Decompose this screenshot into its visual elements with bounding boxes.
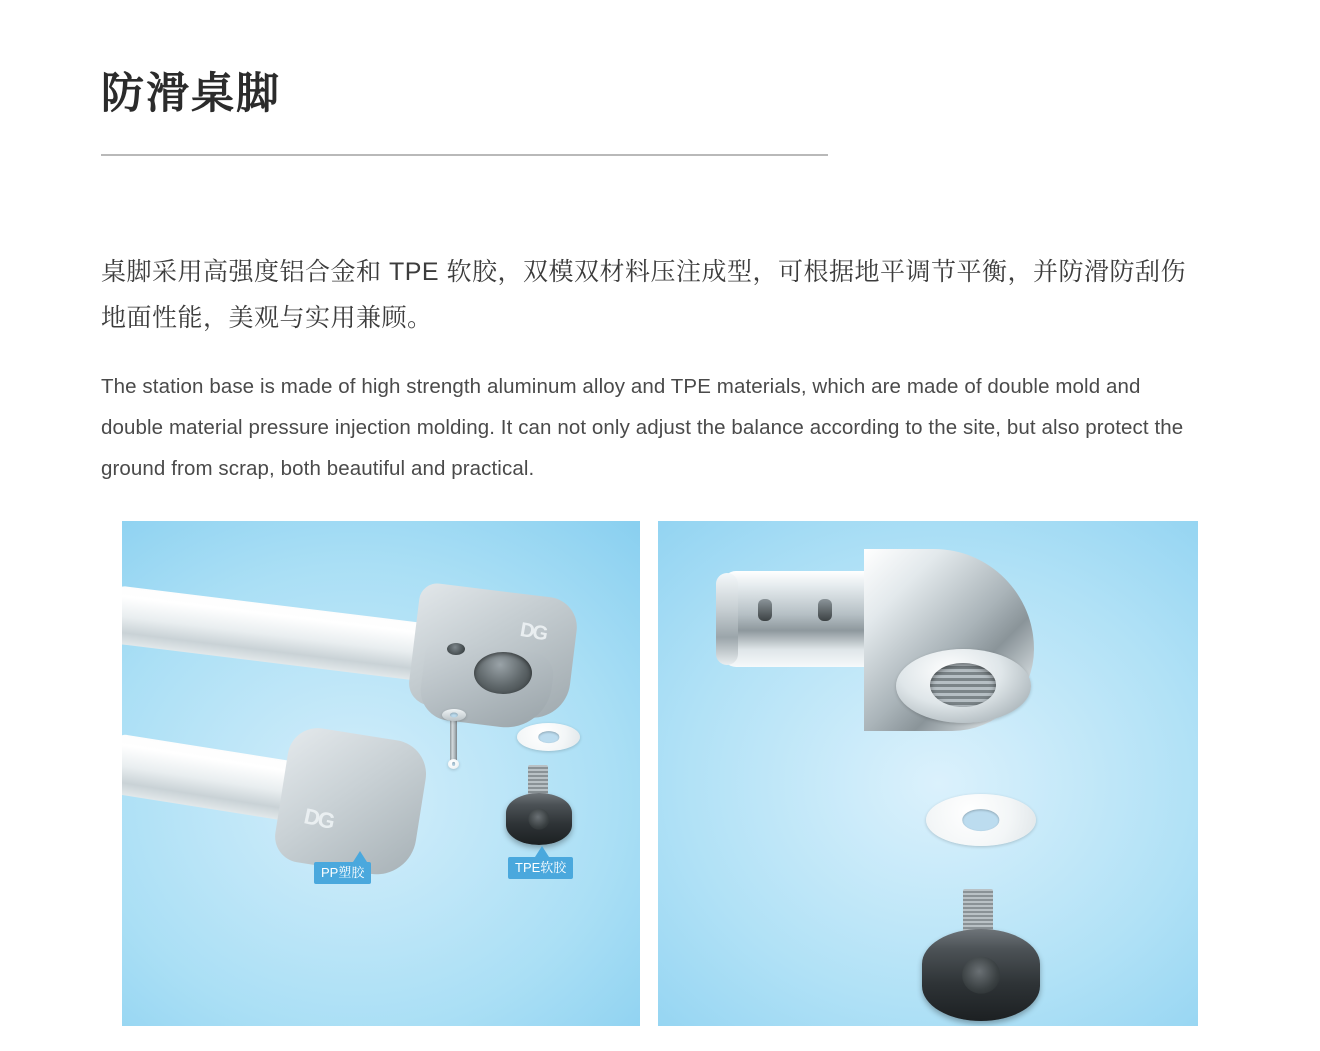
elbow-threaded-bore	[930, 663, 996, 707]
upper-tube	[122, 585, 443, 683]
figure-left-panel	[122, 521, 640, 1026]
elbow-bolt-hole-1	[758, 599, 772, 621]
callout-tpe-rubber: TPE软胶	[508, 857, 573, 879]
figure-right-panel	[658, 521, 1198, 1026]
page-title: 防滑桌脚	[101, 69, 281, 118]
upper-screw-tip	[448, 759, 459, 769]
elbow-bolt-hole-2	[818, 599, 832, 621]
upper-screw-shaft	[450, 719, 457, 763]
figure-divider	[640, 521, 658, 1026]
callout-arrow-pp	[353, 851, 367, 862]
description-english: The station base is made of high strength aluminum alloy and TPE materials, which are made of double mold and double material pressure injection molding. It can not only adjust the balance according to the site, but also protect the ground from scrap, both beautiful and practical.	[101, 374, 1184, 480]
lower-foot-housing	[271, 724, 431, 880]
title-divider	[101, 154, 828, 156]
logo-icon-upper: DG	[518, 618, 548, 646]
product-figure	[122, 521, 1198, 1026]
elbow-barrel-cap	[716, 573, 738, 665]
callout-arrow-tpe	[535, 846, 549, 857]
callout-pp-plastic: PP塑胶	[314, 862, 371, 884]
description-chinese: 桌脚采用高强度铝合金和 TPE 软胶，双模双材料压注成型，可根据地平调节平衡，并防滑防刮伤地面性能，美观与实用兼顾。	[101, 258, 1187, 332]
right-washer	[926, 794, 1036, 846]
upper-washer	[517, 723, 580, 751]
upper-screw-head	[442, 709, 466, 721]
right-knob	[922, 929, 1040, 1021]
logo-icon-lower: DG	[301, 803, 336, 834]
upper-foot-socket	[474, 652, 532, 694]
upper-foot-small-hole	[447, 643, 465, 655]
upper-knob	[506, 793, 572, 845]
